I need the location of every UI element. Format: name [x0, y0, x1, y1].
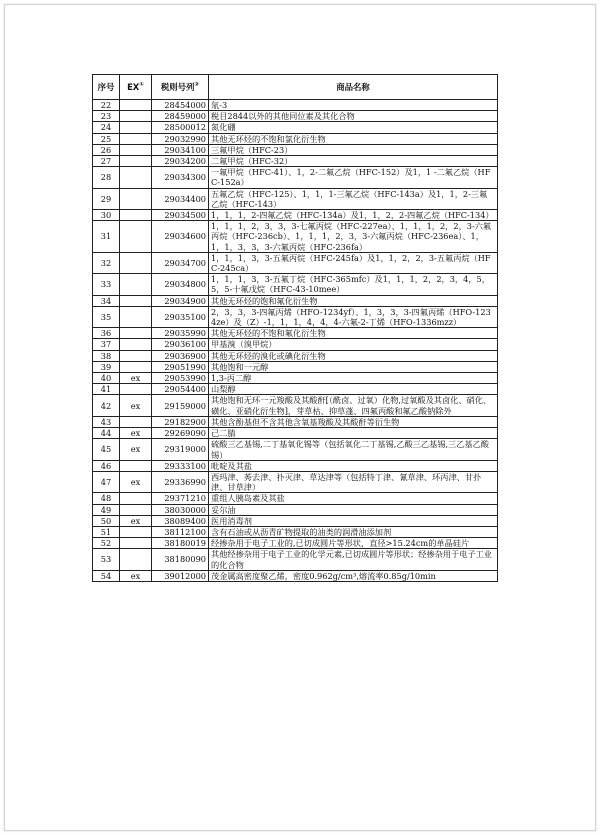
table-row	[93, 295, 498, 306]
row-seq: 51	[93, 526, 120, 537]
row-ex	[120, 384, 152, 395]
row-seq: 27	[93, 156, 120, 167]
row-seq: 40	[93, 373, 120, 384]
table-row	[93, 493, 498, 504]
row-name: 氮化硼	[209, 122, 498, 133]
table-row	[93, 460, 498, 471]
row-name: 含有石油或从沥青矿物提取的油类的润滑油添加剂	[209, 526, 498, 537]
header-code: 税则号列②	[152, 75, 209, 100]
row-code: 29035990	[152, 328, 209, 339]
row-code: 29034200	[152, 156, 209, 167]
table-row	[93, 515, 498, 526]
table-row	[93, 306, 498, 327]
row-name: 氚-3	[209, 100, 498, 111]
table-header-row	[93, 75, 498, 100]
row-name: 硫酸三乙基锡,二丁基氧化锡等（包括氧化二丁基锡,乙酸三乙基锡,三乙基乙酸锡）	[209, 439, 498, 460]
row-seq: 45	[93, 439, 120, 460]
row-seq: 24	[93, 122, 120, 133]
row-code: 28459000	[152, 111, 209, 122]
table-row	[93, 504, 498, 515]
table-row	[93, 156, 498, 167]
row-ex	[120, 526, 152, 537]
table-row	[93, 538, 498, 549]
row-code: 39012000	[152, 570, 209, 581]
row-seq: 43	[93, 416, 120, 427]
table-row	[93, 252, 498, 273]
row-ex	[120, 328, 152, 339]
row-seq: 23	[93, 111, 120, 122]
table-row	[93, 100, 498, 111]
row-code: 29034900	[152, 295, 209, 306]
row-ex	[120, 416, 152, 427]
row-name: 三氟甲烷（HFC-23）	[209, 144, 498, 155]
row-ex	[120, 167, 152, 188]
row-name: 二氟甲烷（HFC-32）	[209, 156, 498, 167]
row-ex: ex	[120, 471, 152, 492]
row-ex	[120, 274, 152, 295]
row-ex: ex	[120, 373, 152, 384]
row-seq: 39	[93, 361, 120, 372]
row-ex	[120, 493, 152, 504]
row-seq: 35	[93, 306, 120, 327]
row-seq: 54	[93, 570, 120, 581]
row-seq: 22	[93, 100, 120, 111]
row-code: 29036900	[152, 350, 209, 361]
row-ex	[120, 252, 152, 273]
row-name: 医用消毒剂	[209, 515, 498, 526]
row-code: 29182900	[152, 416, 209, 427]
row-seq: 28	[93, 167, 120, 188]
row-name: 山梨醇	[209, 384, 498, 395]
row-name: 1，1，1，3，3-五氟丁烷（HFC-365mfc）及1，1，1，2，2，3，4，5，5，5-十氟戊烷（HFC-43-10mee）	[209, 274, 498, 295]
row-seq: 53	[93, 549, 120, 570]
row-ex	[120, 156, 152, 167]
row-name: 重组人胰岛素及其盐	[209, 493, 498, 504]
row-seq: 33	[93, 274, 120, 295]
header-name: 商品名称	[209, 75, 498, 100]
row-code: 38180090	[152, 549, 209, 570]
row-name: 其他无环烃的不饱和氯化衍生物	[209, 133, 498, 144]
table-row	[93, 350, 498, 361]
table-row	[93, 439, 498, 460]
row-seq: 44	[93, 428, 120, 439]
row-ex	[120, 306, 152, 327]
row-ex	[120, 100, 152, 111]
row-code: 29269090	[152, 428, 209, 439]
row-ex	[120, 295, 152, 306]
row-name: 其他饱和无环一元羧酸及其酸酐[（酰卤、过氧）化物,过氧酸及其卤化、硝化、磺化、亚硝化衍生物]，芽草枯、抑草蓬、四氟丙酸和氟乙酸钠除外	[209, 395, 498, 416]
table-row	[93, 328, 498, 339]
row-ex	[120, 221, 152, 253]
row-name: 西玛津、莠去津、扑灭津、草达津等（包括特丁津、氰草津、环丙津、甘扑津、甘草津）	[209, 471, 498, 492]
row-ex	[120, 350, 152, 361]
row-name: 一氟甲烷（HFC-41）、1，2-二氟乙烷（HFC-152）及1，1 -二氟乙烷（HFC-152a）	[209, 167, 498, 188]
row-ex	[120, 144, 152, 155]
row-name: 1,3-丙二醇	[209, 373, 498, 384]
row-seq: 46	[93, 460, 120, 471]
row-seq: 37	[93, 339, 120, 350]
row-ex	[120, 538, 152, 549]
row-ex	[120, 361, 152, 372]
row-ex	[120, 339, 152, 350]
row-name: 五氟乙烷（HFC-125）、1，1，1-三氟乙烷（HFC-143a）及1，1，2-三氟乙烷（HFC-143）	[209, 188, 498, 209]
table-row	[93, 133, 498, 144]
row-seq: 30	[93, 210, 120, 221]
row-name: 其他含酚基但不含其他含氧基羧酸及其酸酐等衍生物	[209, 416, 498, 427]
row-ex: ex	[120, 439, 152, 460]
row-seq: 38	[93, 350, 120, 361]
row-code: 29333100	[152, 460, 209, 471]
row-name: 其他无环烃的溴化或碘化衍生物	[209, 350, 498, 361]
row-code: 28500012	[152, 122, 209, 133]
table-row	[93, 570, 498, 581]
row-name: 2，3，3，3-四氟丙烯（HFO-1234yf）、1，3，3，3-四氟丙烯（HFO-1234ze）及（Z）-1，1，1，4，4，4-六氟-2-丁烯（HFO-1336mzz）	[209, 306, 498, 327]
row-name: 茂金属高密度聚乙烯，密度0.962g/cm³,熔流率0.85g/10min	[209, 570, 498, 581]
row-seq: 50	[93, 515, 120, 526]
goods-table	[92, 74, 498, 582]
row-name: 1，1，1，2-四氟乙烷（HFC-134a）及1，1，2，2-四氟乙烷（HFC-134）	[209, 210, 498, 221]
row-name: 其他饱和一元醇	[209, 361, 498, 372]
row-name: 经掺杂用于电子工业的,已切成圆片等形状，直径>15.24cm的单晶硅片	[209, 538, 498, 549]
row-code: 29034100	[152, 144, 209, 155]
row-seq: 31	[93, 221, 120, 253]
row-ex: ex	[120, 395, 152, 416]
row-name: 己二腈	[209, 428, 498, 439]
row-code: 29034600	[152, 221, 209, 253]
row-seq: 49	[93, 504, 120, 515]
row-code: 38180019	[152, 538, 209, 549]
row-code: 29034500	[152, 210, 209, 221]
row-name: 1，1，1，3，3-五氟丙烷（HFC-245fa）及1，1，2，2，3-五氟丙烷（HFC-245ca）	[209, 252, 498, 273]
row-code: 29034700	[152, 252, 209, 273]
table-row	[93, 221, 498, 253]
row-code: 29034300	[152, 167, 209, 188]
table-row	[93, 471, 498, 492]
row-code: 29319000	[152, 439, 209, 460]
table-row	[93, 373, 498, 384]
row-code: 29159000	[152, 395, 209, 416]
row-ex	[120, 111, 152, 122]
table-row	[93, 416, 498, 427]
row-name: 其他经掺杂用于电子工业的化学元素,已切成圆片等形状；经掺杂用于电子工业的化合物	[209, 549, 498, 570]
table-row	[93, 339, 498, 350]
row-code: 29035100	[152, 306, 209, 327]
table-row	[93, 549, 498, 570]
row-ex	[120, 504, 152, 515]
table-row	[93, 144, 498, 155]
table-row	[93, 111, 498, 122]
row-code: 29336990	[152, 471, 209, 492]
row-seq: 34	[93, 295, 120, 306]
row-seq: 47	[93, 471, 120, 492]
table-row	[93, 274, 498, 295]
row-name: 吡啶及其盐	[209, 460, 498, 471]
row-code: 29371210	[152, 493, 209, 504]
row-seq: 48	[93, 493, 120, 504]
row-name: 税目2844以外的其他同位素及其化合物	[209, 111, 498, 122]
row-code: 29036100	[152, 339, 209, 350]
row-seq: 32	[93, 252, 120, 273]
row-name: 妥尔油	[209, 504, 498, 515]
row-ex	[120, 549, 152, 570]
table-row	[93, 526, 498, 537]
row-code: 28454000	[152, 100, 209, 111]
row-code: 29034800	[152, 274, 209, 295]
table-row	[93, 395, 498, 416]
row-ex: ex	[120, 515, 152, 526]
row-seq: 36	[93, 328, 120, 339]
header-seq: 序号	[93, 75, 120, 100]
row-code: 38112100	[152, 526, 209, 537]
row-name: 其他无环烃的饱和氟化衍生物	[209, 295, 498, 306]
row-code: 29032990	[152, 133, 209, 144]
table-row	[93, 188, 498, 209]
row-code: 29051990	[152, 361, 209, 372]
table-row	[93, 210, 498, 221]
row-name: 1，1，1，2，3，3，3-七氟丙烷（HFC-227ea）、1，1，1，2，2，3-六氟丙烷（HFC-236cb）、1，1，1，2，3，3-六氟丙烷（HFC-236ea）、1，1，1，3，3，3-六氟丙烷（HFC-236fa）	[209, 221, 498, 253]
row-seq: 25	[93, 133, 120, 144]
row-seq: 29	[93, 188, 120, 209]
row-ex	[120, 460, 152, 471]
row-name: 其他无环烃的不饱和氟化衍生物	[209, 328, 498, 339]
row-ex	[120, 122, 152, 133]
row-code: 29034400	[152, 188, 209, 209]
header-ex: EX①	[120, 75, 152, 100]
row-seq: 26	[93, 144, 120, 155]
row-name: 甲基溴（溴甲烷）	[209, 339, 498, 350]
row-ex	[120, 133, 152, 144]
row-ex	[120, 210, 152, 221]
row-code: 38089400	[152, 515, 209, 526]
table-row	[93, 361, 498, 372]
row-code: 29054400	[152, 384, 209, 395]
table-row	[93, 167, 498, 188]
row-seq: 42	[93, 395, 120, 416]
row-seq: 41	[93, 384, 120, 395]
row-ex: ex	[120, 570, 152, 581]
table-row	[93, 384, 498, 395]
table-row	[93, 428, 498, 439]
row-code: 29053990	[152, 373, 209, 384]
row-ex	[120, 188, 152, 209]
row-code: 38030000	[152, 504, 209, 515]
row-seq: 52	[93, 538, 120, 549]
row-ex: ex	[120, 428, 152, 439]
table-row	[93, 122, 498, 133]
